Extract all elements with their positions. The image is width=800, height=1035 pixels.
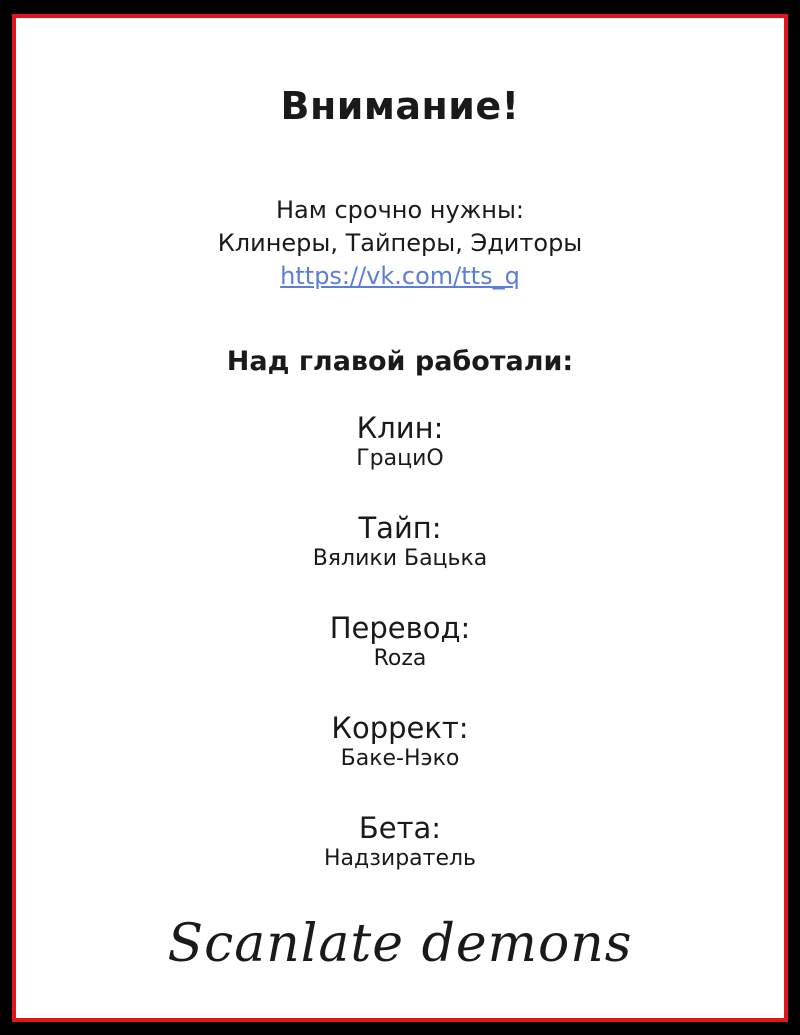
recruitment-line-2: Клинеры, Тайперы, Эдиторы <box>217 229 583 257</box>
credit-entry-clean <box>16 411 784 473</box>
recruitment-notice <box>16 194 784 293</box>
credit-role: Клин: <box>356 411 444 445</box>
team-signature: Scanlate demons <box>167 914 633 974</box>
credit-role: Перевод: <box>329 611 471 645</box>
credit-name: Баке-Нэко <box>340 746 460 771</box>
recruitment-line-1: Нам срочно нужны: <box>275 196 525 224</box>
credits-heading: Над главой работали: <box>226 346 574 377</box>
credit-entry-type <box>16 511 784 573</box>
credit-entry-beta <box>16 811 784 873</box>
credit-name: Вялики Бацька <box>312 546 488 571</box>
credit-role: Тайп: <box>358 511 442 545</box>
credit-entry-proofread <box>16 711 784 773</box>
credit-entry-translation <box>16 611 784 673</box>
credit-role: Коррект: <box>331 711 469 745</box>
page-title: Внимание! <box>280 84 520 128</box>
credit-name: Надзиратель <box>323 846 477 871</box>
credits-card <box>12 14 788 1022</box>
credits-content <box>16 18 784 1018</box>
recruitment-link[interactable]: https://vk.com/tts_q <box>280 262 520 290</box>
credit-name: Roza <box>373 646 427 671</box>
credit-role: Бета: <box>358 811 442 845</box>
credit-name: ГрациО <box>356 446 444 471</box>
